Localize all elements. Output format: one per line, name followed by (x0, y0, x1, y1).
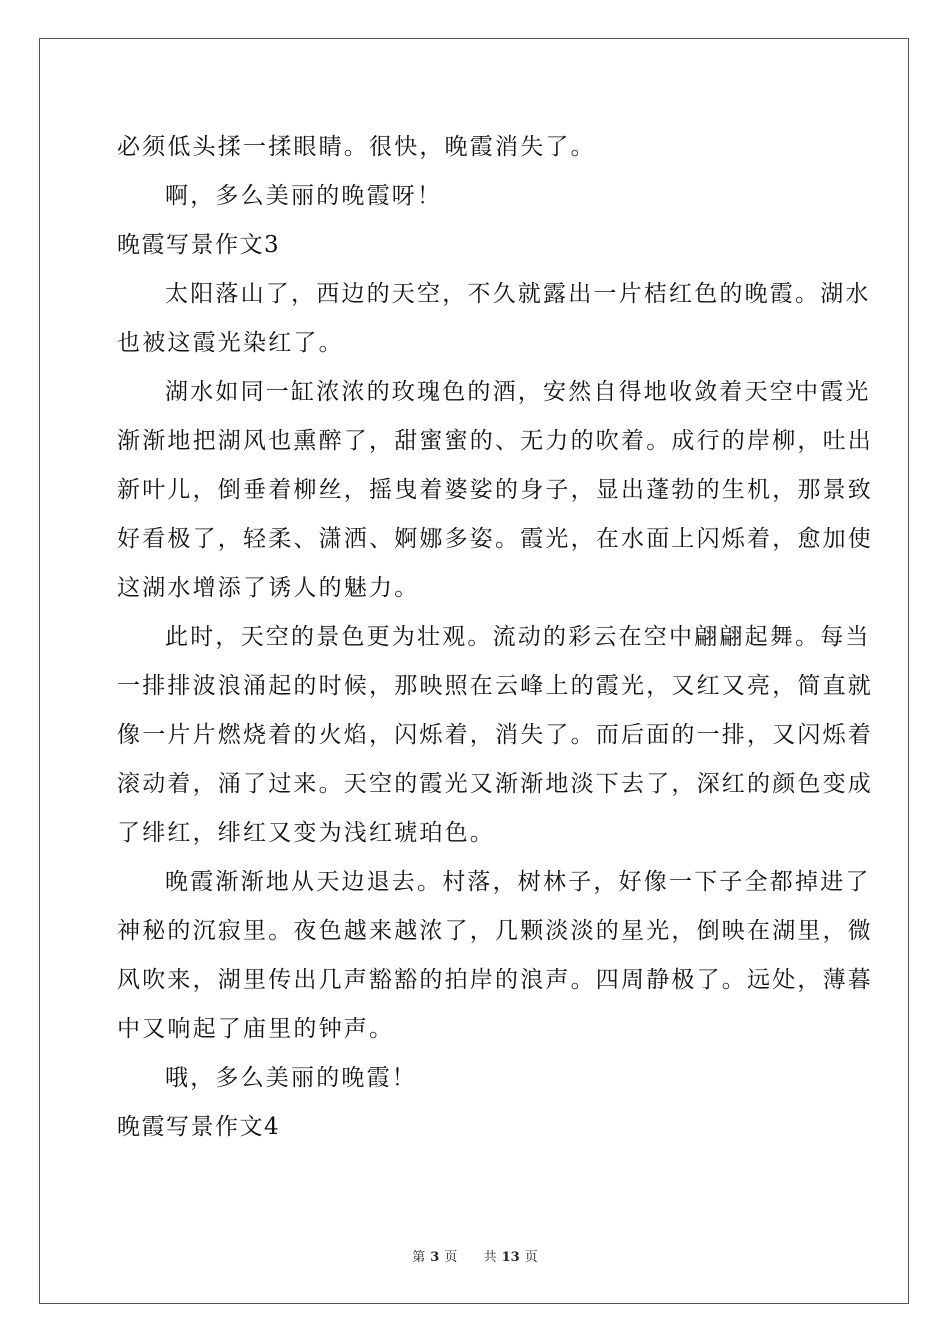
footer-total-pages: 13 (501, 1250, 520, 1265)
footer-page-suffix: 页 (444, 1250, 458, 1265)
text-line: 此时，天空的景色更为壮观。流动的彩云在空中翩翩起舞。每当 (165, 624, 871, 650)
text-line: 神秘的沉寂里。夜色越来越浓了，几颗淡淡的星光，倒映在湖里，微 (117, 918, 873, 944)
document-body (117, 123, 873, 1152)
text-line: 也被这霞光染红了。 (117, 330, 344, 356)
footer-total-suffix: 页 (524, 1250, 538, 1265)
text-line: 晚霞渐渐地从天边退去。村落，树林子，好像一下子全都掉进了 (165, 869, 871, 895)
footer-total-prefix: 共 (483, 1250, 497, 1265)
text-line: 中又响起了庙里的钟声。 (117, 1016, 395, 1042)
text-line: 湖水如同一缸浓浓的玫瑰色的酒，安然自得地收敛着天空中霞光 (165, 379, 871, 405)
text-line: 啊，多么美丽的晚霞呀！ (165, 183, 443, 209)
text-line: 风吹来，湖里传出几声豁豁的拍岸的浪声。四周静极了。远处，薄暮 (117, 967, 873, 993)
text-line: 好看极了，轻柔、潇洒、婀娜多姿。霞光，在水面上闪烁着，愈加使 (117, 526, 873, 552)
text-line: 哦，多么美丽的晚霞！ (165, 1065, 417, 1091)
text-line: 滚动着，涌了过来。天空的霞光又渐渐地淡下去了，深红的颜色变成 (117, 771, 873, 797)
section-heading: 晚霞写景作文4 (117, 1114, 281, 1140)
text-line: 像一片片燃烧着的火焰，闪烁着，消失了。而后面的一排，又闪烁着 (117, 722, 873, 748)
text-line: 太阳落山了，西边的天空，不久就露出一片桔红色的晚霞。湖水 (165, 281, 871, 307)
footer-page-number: 3 (430, 1250, 440, 1265)
section-heading: 晚霞写景作文3 (117, 232, 281, 258)
text-line: 渐渐地把湖风也熏醉了，甜蜜蜜的、无力的吹着。成行的岸柳，吐出 (117, 428, 873, 454)
text-line: 了绯红，绯红又变为浅红琥珀色。 (117, 820, 495, 846)
text-line: 一排排波浪涌起的时候，那映照在云峰上的霞光，又红又亮，简直就 (117, 673, 873, 699)
text-line: 必须低头揉一揉眼睛。很快，晚霞消失了。 (117, 134, 596, 160)
page-footer (0, 1246, 950, 1265)
text-line: 新叶儿，倒垂着柳丝，摇曳着婆娑的身子，显出蓬勃的生机，那景致 (117, 477, 873, 503)
text-line: 这湖水增添了诱人的魅力。 (117, 575, 420, 601)
footer-page-prefix: 第 (412, 1250, 426, 1265)
